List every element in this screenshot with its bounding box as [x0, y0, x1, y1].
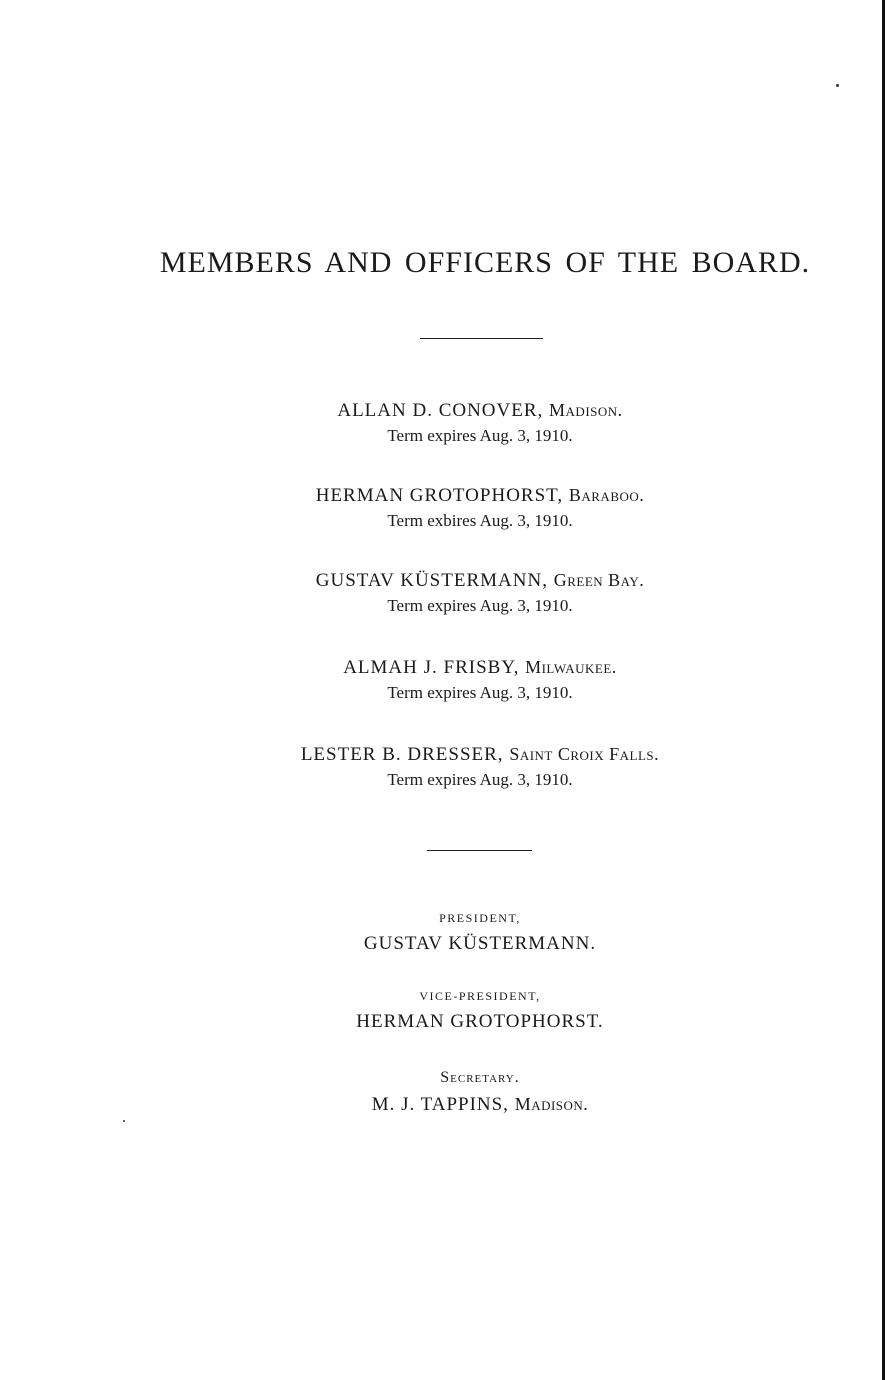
- member-entry: [0, 483, 887, 532]
- officer-secretary: [0, 1070, 887, 1117]
- officer-name: GUSTAV KÜSTERMANN.: [363, 933, 597, 954]
- member-place: Saint Croix Falls.: [509, 744, 660, 764]
- member-term: Term expires Aug. 3, 1910.: [387, 426, 573, 445]
- divider-middle: [427, 850, 532, 851]
- member-name-line: [0, 483, 887, 508]
- member-place: Baraboo.: [568, 485, 645, 505]
- officer-name: M. J. TAPPINS,: [371, 1094, 509, 1115]
- speck: [123, 1120, 125, 1122]
- member-name-line: [0, 742, 887, 767]
- officer-president: [0, 910, 887, 956]
- member-name: ALMAH J. FRISBY,: [343, 657, 520, 678]
- member-term: Term expires Aug. 3, 1910.: [387, 770, 573, 789]
- member-place: Madison.: [549, 400, 623, 420]
- officer-name-line: [0, 1092, 887, 1117]
- speck: [836, 84, 839, 87]
- member-place: Milwaukee.: [525, 657, 617, 677]
- office-label: VICE-PRESIDENT,: [419, 989, 541, 1003]
- member-term: Term expires Aug. 3, 1910.: [387, 683, 573, 702]
- member-term: Term exbires Aug. 3, 1910.: [387, 511, 573, 530]
- member-term: Term expires Aug. 3, 1910.: [387, 596, 573, 615]
- officer-vice-president: [0, 988, 887, 1034]
- member-name-line: [0, 398, 887, 423]
- member-name-line: [0, 568, 887, 593]
- office-label: Secretary.: [440, 1069, 520, 1086]
- member-name-line: [0, 655, 887, 680]
- divider-top: [420, 338, 543, 339]
- member-entry: [0, 398, 887, 447]
- member-name: LESTER B. DRESSER,: [300, 744, 504, 765]
- member-entry: [0, 568, 887, 617]
- page-title: MEMBERS AND OFFICERS OF THE BOARD.: [159, 246, 811, 279]
- officer-name: HERMAN GROTOPHORST.: [356, 1011, 604, 1032]
- member-place: Green Bay.: [553, 570, 645, 590]
- office-label: PRESIDENT,: [439, 911, 521, 925]
- member-name: ALLAN D. CONOVER,: [337, 400, 544, 421]
- member-name: GUSTAV KÜSTERMANN,: [315, 570, 548, 591]
- officer-place: Madison.: [514, 1094, 589, 1114]
- member-entry: [0, 655, 887, 704]
- member-entry: [0, 742, 887, 791]
- member-name: HERMAN GROTOPHORST,: [315, 485, 564, 506]
